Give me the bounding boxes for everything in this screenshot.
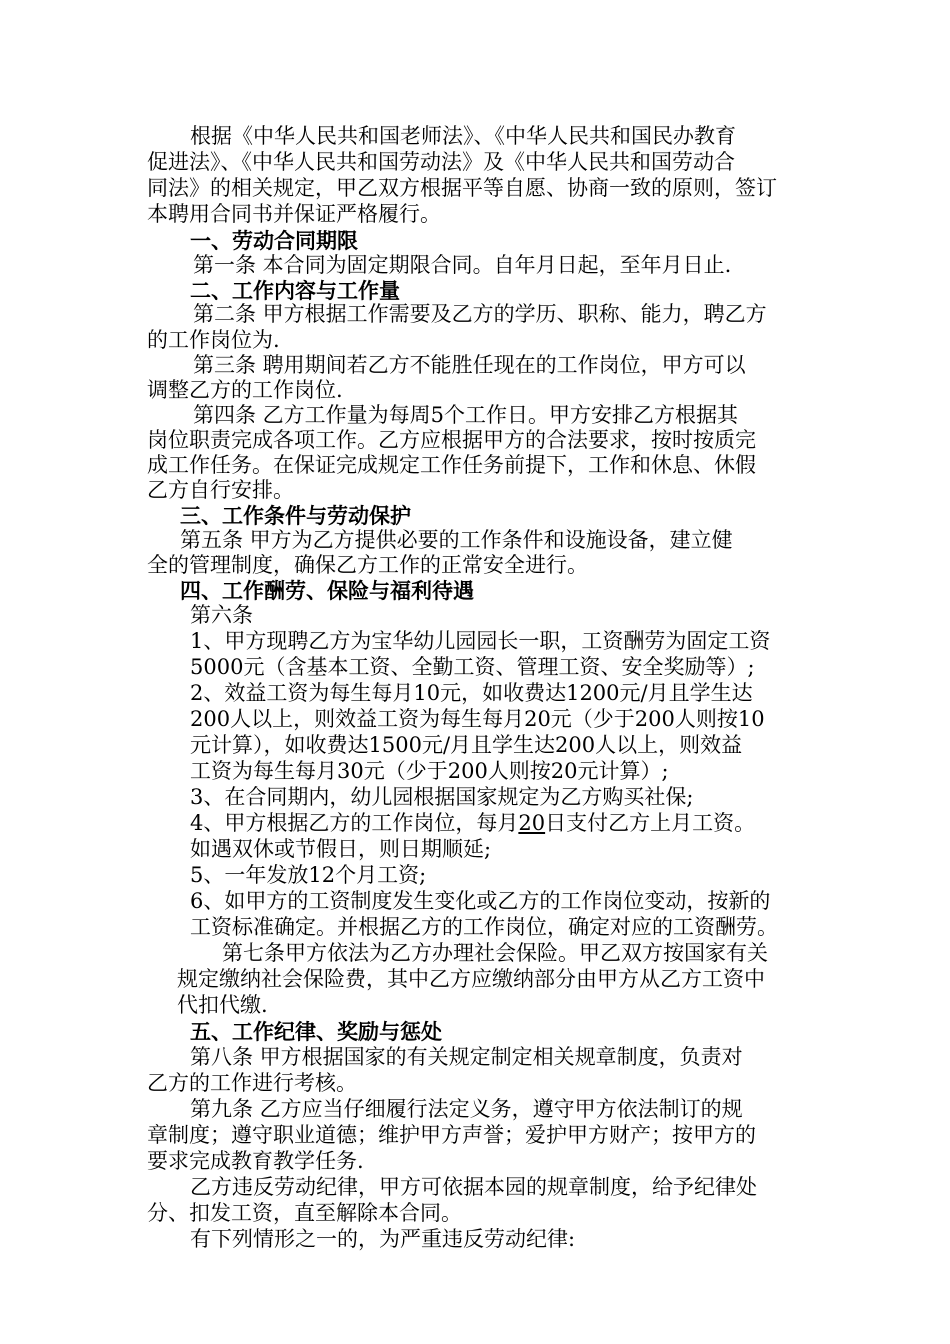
discipline-line-2: 分、扣发工资，直至解除本合同。 (147, 1201, 462, 1225)
intro-line-2: 促进法》、《中华人民共和国劳动法》及《中华人民共和国劳动合 (147, 150, 735, 174)
article-1: 第一条 本合同为固定期限合同。自年月日起，至年月日止. (193, 253, 732, 277)
article-6-item-3: 3、在合同期内，幼儿园根据国家规定为乙方购买社保; (190, 785, 694, 809)
article-4-line-3: 成工作任务。在保证完成规定工作任务前提下，工作和休息、休假 (147, 453, 756, 477)
article-6-item-5: 5、一年发放12个月工资; (190, 863, 427, 887)
article-2-line-1: 第二条 甲方根据工作需要及乙方的学历、职称、能力，聘乙方 (193, 302, 767, 326)
article-7-line-1: 第七条甲方依法为乙方办理社会保险。甲乙双方按国家有关 (222, 941, 768, 965)
discipline-line-1: 乙方违反劳动纪律，甲方可依据本园的规章制度，给予纪律处 (190, 1175, 757, 1199)
section-heading-2: 二、工作内容与工作量 (190, 278, 400, 303)
article-6-item-2-line-4: 工资为每生每月30元（少于200人则按20元计算）; (190, 759, 669, 783)
article-3-line-1: 第三条 聘用期间若乙方不能胜任现在的工作岗位，甲方可以 (193, 353, 746, 377)
article-6-item-1-line-1: 1、甲方现聘乙方为宝华幼儿园园长一职，工资酬劳为固定工资 (190, 629, 771, 653)
article-6-item-4-line-1 (190, 811, 755, 837)
section-heading-1: 一、劳动合同期限 (190, 228, 358, 253)
intro-line-4: 本聘用合同书并保证严格履行。 (147, 202, 441, 226)
article-6-item-4-line-2: 如遇双休或节假日，则日期顺延; (190, 837, 492, 861)
article-6: 第六条 (190, 603, 253, 627)
article-4-line-2: 岗位职责完成各项工作。乙方应根据甲方的合法要求，按时按质完 (147, 428, 756, 452)
section-heading-5: 五、工作纪律、奖励与惩处 (190, 1019, 442, 1044)
article-6-item-1-line-2: 5000元（含基本工资、全勤工资、管理工资、安全奖励等）; (190, 655, 755, 679)
serious-violation-intro: 有下列情形之一的，为严重违反劳动纪律: (190, 1227, 576, 1251)
article-6-item-6-line-1: 6、如甲方的工资制度发生变化或乙方的工作岗位变动，按新的 (190, 889, 771, 913)
section-heading-4: 四、工作酬劳、保险与福利待遇 (180, 578, 474, 603)
article-4-line-1: 第四条 乙方工作量为每周5个工作日。甲方安排乙方根据其 (193, 403, 739, 427)
article-8-line-1: 第八条 甲方根据国家的有关规定制定相关规章制度，负责对 (190, 1045, 743, 1069)
article-4-line-4: 乙方自行安排。 (147, 478, 294, 502)
section-heading-3: 三、工作条件与劳动保护 (180, 503, 411, 528)
intro-line-3: 同法》的相关规定，甲乙双方根据平等自愿、协商一致的原则，签订 (147, 176, 777, 200)
article-8-line-2: 乙方的工作进行考核。 (147, 1071, 357, 1095)
article-6-item-6-line-2: 工资标准确定。并根据乙方的工作岗位，确定对应的工资酬劳。 (190, 915, 778, 939)
article-5-line-1: 第五条 甲方为乙方提供必要的工作条件和设施设备，建立健 (180, 528, 733, 552)
article-3-line-2: 调整乙方的工作岗位. (147, 378, 343, 402)
item-4-prefix: 4、甲方根据乙方的工作岗位，每月 (190, 811, 519, 835)
article-7-line-3: 代扣代缴. (177, 993, 268, 1017)
article-7-line-2: 规定缴纳社会保险费，其中乙方应缴纳部分由甲方从乙方工资中 (177, 967, 765, 991)
item-4-suffix: 日支付乙方上月工资。 (545, 811, 756, 835)
pay-day: 20 (518, 811, 546, 835)
article-6-item-2-line-2: 200人以上，则效益工资为每生每月20元（少于200人则按10 (190, 707, 765, 731)
article-6-item-2-line-3: 元计算），如收费达1500元/月且学生达200人以上，则效益 (190, 733, 743, 757)
article-2-line-2: 的工作岗位为. (147, 328, 280, 352)
article-9-line-3: 要求完成教育教学任务. (147, 1149, 364, 1173)
article-9-line-1: 第九条 乙方应当仔细履行法定义务，遵守甲方依法制订的规 (190, 1097, 743, 1121)
intro-line-1: 根据《中华人民共和国老师法》、《中华人民共和国民办教育 (190, 124, 736, 148)
article-9-line-2: 章制度；遵守职业道德；维护甲方声誉；爱护甲方财产；按甲方的 (147, 1123, 756, 1147)
article-5-line-2: 全的管理制度，确保乙方工作的正常安全进行。 (147, 553, 588, 577)
article-6-item-2-line-1: 2、效益工资为每生每月10元，如收费达1200元/月且学生达 (190, 681, 753, 705)
